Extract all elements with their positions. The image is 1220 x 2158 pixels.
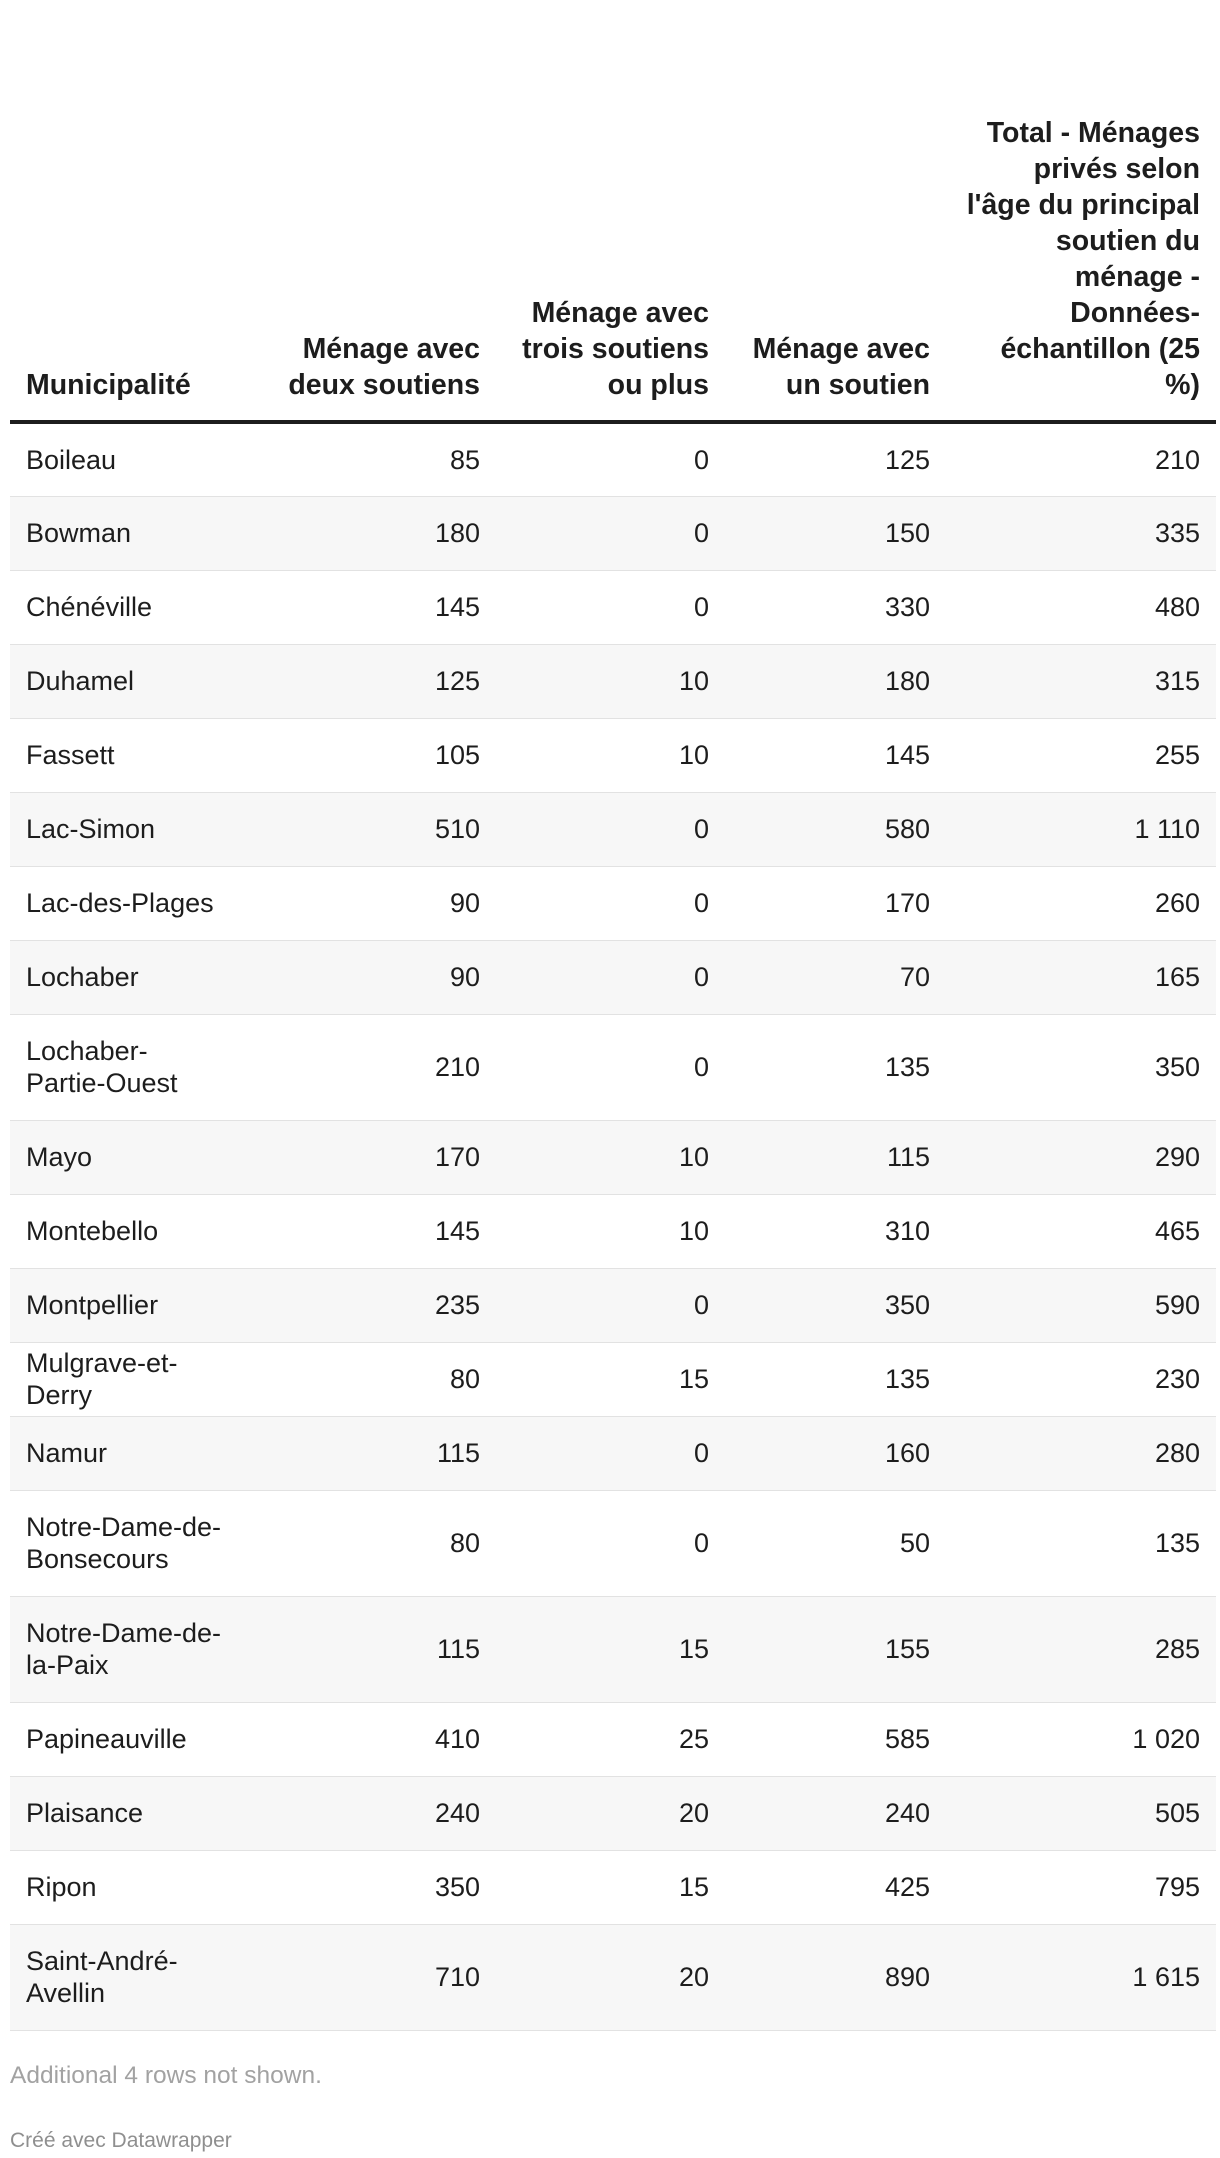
table-row	[10, 570, 1216, 644]
three-earners-cell: 0	[496, 940, 725, 1014]
one-earner-cell: 170	[725, 866, 946, 940]
municipality-cell: Lochaber-Partie-Ouest	[10, 1014, 230, 1120]
rows-not-shown-note: Additional 4 rows not shown.	[10, 2062, 322, 2089]
municipality-cell: Montebello	[10, 1194, 230, 1268]
municipality-cell: Lac-des-Plages	[10, 866, 230, 940]
table-row	[10, 718, 1216, 792]
three-earners-cell: 0	[496, 866, 725, 940]
column-header-total[interactable]: Total - Ménages privés selon l'âge du principal soutien du ménage - Données-échantillon (25 %)	[946, 0, 1216, 422]
total-cell: 315	[946, 644, 1216, 718]
two-earners-cell: 240	[230, 1776, 496, 1850]
three-earners-cell: 15	[496, 1596, 725, 1702]
municipality-cell: Fassett	[10, 718, 230, 792]
total-cell: 210	[946, 422, 1216, 496]
column-header-trois-soutiens[interactable]: Ménage avec trois soutiens ou plus	[496, 0, 725, 422]
municipality-cell: Boileau	[10, 422, 230, 496]
municipality-cell: Duhamel	[10, 644, 230, 718]
one-earner-cell: 145	[725, 718, 946, 792]
total-cell: 505	[946, 1776, 1216, 1850]
one-earner-cell: 50	[725, 1490, 946, 1596]
data-table	[10, 0, 1216, 2031]
table-row	[10, 1416, 1216, 1490]
one-earner-cell: 890	[725, 1924, 946, 2030]
table-row	[10, 422, 1216, 496]
municipality-cell: Plaisance	[10, 1776, 230, 1850]
one-earner-cell: 115	[725, 1120, 946, 1194]
three-earners-cell: 15	[496, 1850, 725, 1924]
total-cell: 230	[946, 1342, 1216, 1416]
three-earners-cell: 25	[496, 1702, 725, 1776]
municipality-cell: Notre-Dame-de-Bonsecours	[10, 1490, 230, 1596]
total-cell: 350	[946, 1014, 1216, 1120]
two-earners-cell: 145	[230, 570, 496, 644]
three-earners-cell: 0	[496, 792, 725, 866]
two-earners-cell: 115	[230, 1596, 496, 1702]
one-earner-cell: 330	[725, 570, 946, 644]
two-earners-cell: 410	[230, 1702, 496, 1776]
one-earner-cell: 180	[725, 644, 946, 718]
two-earners-cell: 80	[230, 1342, 496, 1416]
two-earners-cell: 210	[230, 1014, 496, 1120]
one-earner-cell: 125	[725, 422, 946, 496]
total-cell: 480	[946, 570, 1216, 644]
municipality-cell: Chénéville	[10, 570, 230, 644]
table-row	[10, 644, 1216, 718]
one-earner-cell: 160	[725, 1416, 946, 1490]
municipality-cell: Montpellier	[10, 1268, 230, 1342]
total-cell: 335	[946, 496, 1216, 570]
total-cell: 590	[946, 1268, 1216, 1342]
total-cell: 255	[946, 718, 1216, 792]
table-row	[10, 1194, 1216, 1268]
table-row	[10, 1490, 1216, 1596]
table-row	[10, 866, 1216, 940]
table-row	[10, 1014, 1216, 1120]
one-earner-cell: 425	[725, 1850, 946, 1924]
two-earners-cell: 105	[230, 718, 496, 792]
municipality-cell: Mulgrave-et-Derry	[10, 1342, 230, 1416]
three-earners-cell: 10	[496, 1194, 725, 1268]
table-row	[10, 792, 1216, 866]
three-earners-cell: 20	[496, 1776, 725, 1850]
two-earners-cell: 235	[230, 1268, 496, 1342]
three-earners-cell: 0	[496, 570, 725, 644]
municipality-cell: Ripon	[10, 1850, 230, 1924]
three-earners-cell: 0	[496, 1416, 725, 1490]
column-header-deux-soutiens[interactable]: Ménage avec deux soutiens	[230, 0, 496, 422]
column-header-un-soutien[interactable]: Ménage avec un soutien	[725, 0, 946, 422]
three-earners-cell: 15	[496, 1342, 725, 1416]
two-earners-cell: 90	[230, 940, 496, 1014]
table-body	[10, 422, 1216, 2030]
one-earner-cell: 350	[725, 1268, 946, 1342]
datawrapper-credit: Créé avec Datawrapper	[10, 2129, 232, 2152]
total-cell: 135	[946, 1490, 1216, 1596]
municipality-cell: Lac-Simon	[10, 792, 230, 866]
table-row	[10, 1596, 1216, 1702]
two-earners-cell: 145	[230, 1194, 496, 1268]
table-row	[10, 1342, 1216, 1416]
two-earners-cell: 350	[230, 1850, 496, 1924]
table-row	[10, 1120, 1216, 1194]
three-earners-cell: 0	[496, 1268, 725, 1342]
one-earner-cell: 240	[725, 1776, 946, 1850]
table-row	[10, 1850, 1216, 1924]
two-earners-cell: 85	[230, 422, 496, 496]
three-earners-cell: 20	[496, 1924, 725, 2030]
two-earners-cell: 180	[230, 496, 496, 570]
table-row	[10, 1924, 1216, 2030]
one-earner-cell: 585	[725, 1702, 946, 1776]
table-row	[10, 1702, 1216, 1776]
three-earners-cell: 0	[496, 1014, 725, 1120]
column-header-municipalite[interactable]: Municipalité	[10, 0, 230, 422]
one-earner-cell: 70	[725, 940, 946, 1014]
municipality-cell: Papineauville	[10, 1702, 230, 1776]
table-row	[10, 940, 1216, 1014]
header-row	[10, 0, 1216, 422]
municipality-cell: Lochaber	[10, 940, 230, 1014]
table-row	[10, 496, 1216, 570]
three-earners-cell: 0	[496, 496, 725, 570]
one-earner-cell: 580	[725, 792, 946, 866]
two-earners-cell: 115	[230, 1416, 496, 1490]
total-cell: 285	[946, 1596, 1216, 1702]
two-earners-cell: 125	[230, 644, 496, 718]
two-earners-cell: 710	[230, 1924, 496, 2030]
municipality-cell: Mayo	[10, 1120, 230, 1194]
three-earners-cell: 10	[496, 718, 725, 792]
total-cell: 1 110	[946, 792, 1216, 866]
total-cell: 280	[946, 1416, 1216, 1490]
three-earners-cell: 10	[496, 644, 725, 718]
two-earners-cell: 510	[230, 792, 496, 866]
total-cell: 1 615	[946, 1924, 1216, 2030]
three-earners-cell: 0	[496, 1490, 725, 1596]
municipality-cell: Saint-André-Avellin	[10, 1924, 230, 2030]
two-earners-cell: 90	[230, 866, 496, 940]
three-earners-cell: 10	[496, 1120, 725, 1194]
one-earner-cell: 310	[725, 1194, 946, 1268]
total-cell: 465	[946, 1194, 1216, 1268]
one-earner-cell: 150	[725, 496, 946, 570]
municipality-cell: Notre-Dame-de-la-Paix	[10, 1596, 230, 1702]
three-earners-cell: 0	[496, 422, 725, 496]
total-cell: 795	[946, 1850, 1216, 1924]
table-row	[10, 1268, 1216, 1342]
two-earners-cell: 80	[230, 1490, 496, 1596]
one-earner-cell: 155	[725, 1596, 946, 1702]
municipality-cell: Bowman	[10, 496, 230, 570]
total-cell: 165	[946, 940, 1216, 1014]
total-cell: 1 020	[946, 1702, 1216, 1776]
table-row	[10, 1776, 1216, 1850]
total-cell: 290	[946, 1120, 1216, 1194]
one-earner-cell: 135	[725, 1342, 946, 1416]
two-earners-cell: 170	[230, 1120, 496, 1194]
total-cell: 260	[946, 866, 1216, 940]
municipality-cell: Namur	[10, 1416, 230, 1490]
one-earner-cell: 135	[725, 1014, 946, 1120]
